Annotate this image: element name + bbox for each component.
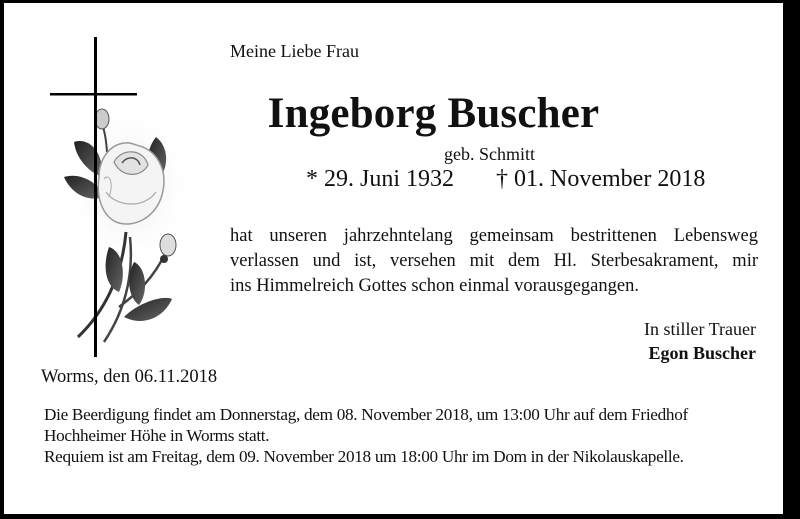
- place-date: Worms, den 06.11.2018: [41, 367, 218, 387]
- greeting-text: Meine Liebe Frau: [230, 41, 359, 61]
- memorial-text: [230, 224, 758, 299]
- maiden-name: geb. Schmitt: [444, 144, 535, 164]
- memorial-line: ins Himmelreich Gottes schon einmal vorausgegangen.: [230, 276, 639, 296]
- life-dates: [306, 166, 705, 193]
- cross-with-rose-icon: [44, 37, 184, 362]
- death-date: † 01. November 2018: [496, 166, 706, 192]
- funeral-line: Hochheimer Höhe in Worms statt.: [44, 426, 270, 445]
- funeral-line: Die Beerdigung findet am Donnerstag, dem 08. November 2018, um 13:00 Uhr auf dem Friedhof: [44, 405, 688, 424]
- signer-name: Egon Buscher: [648, 343, 756, 363]
- deceased-name: Ingeborg Buscher: [267, 90, 600, 137]
- memorial-line: verlassen und ist, versehen mit dem Hl. Sterbesakrament, mir: [230, 251, 758, 271]
- closing-block: [644, 317, 756, 365]
- obituary-notice: [4, 3, 783, 514]
- funeral-line: Requiem ist am Freitag, dem 09. November 2018 um 18:00 Uhr im Dom in der Nikolauskapelle.: [44, 447, 684, 466]
- memorial-line: hat unseren jahrzehntelang gemeinsam bestrittenen Lebensweg: [230, 226, 758, 246]
- funeral-info: [44, 404, 688, 467]
- birth-date: * 29. Juni 1932: [306, 166, 455, 192]
- closing-phrase: In stiller Trauer: [644, 319, 756, 339]
